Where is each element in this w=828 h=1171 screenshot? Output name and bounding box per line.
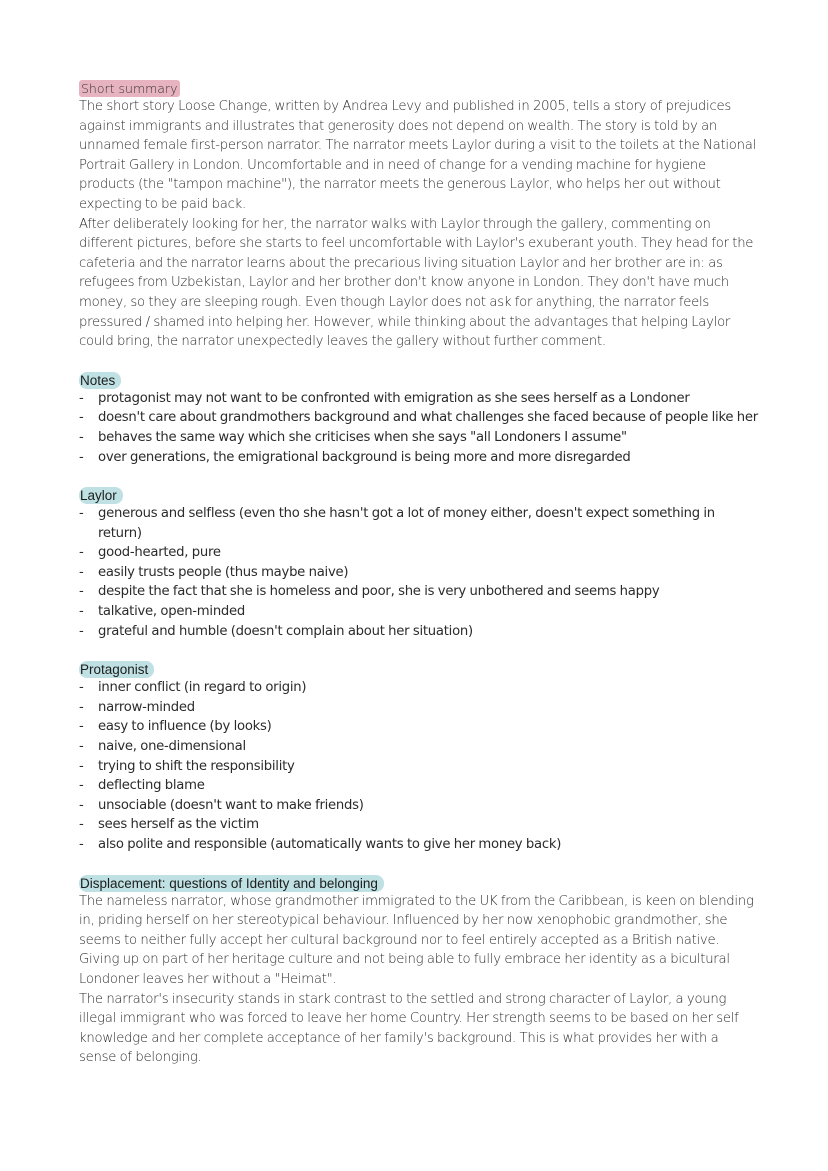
dash-icon: - — [79, 778, 84, 794]
dash-icon: - — [79, 449, 84, 465]
section-protagonist — [79, 659, 759, 854]
list-item — [79, 602, 759, 622]
list-item — [79, 543, 759, 563]
dash-icon: - — [79, 390, 84, 406]
dash-icon: - — [79, 797, 84, 813]
list-item — [79, 835, 759, 855]
summary-paragraph-1: The short story Loose Change, written by Andrea Levy and published in 2005, tells a story of prejudices against immigrants and illustrates that generosity does not depend on wealth. The story is told by an unnamed female first-person narrator. The narrator meets Laylor during a visit to the toilets at the National Portrait Gallery in London. Uncomfortable and in need of change for a vending machine for hygiene products (the "tampon machine"), the narrator meets the generous Laylor, who helps her out without expecting to be paid back. — [79, 99, 756, 212]
dash-icon: - — [79, 739, 84, 755]
dash-icon: - — [79, 584, 84, 600]
dash-icon: - — [79, 817, 84, 833]
list-item-text: over generations, the emigrational background is being more and more disregarded — [98, 449, 631, 465]
list-item-text: doesn't care about grandmothers background and what challenges she faced because of people like her — [98, 410, 758, 426]
section-notes — [79, 370, 759, 467]
protagonist-list — [79, 678, 759, 854]
dash-icon: - — [79, 758, 84, 774]
list-item — [79, 796, 759, 816]
list-item — [79, 582, 759, 602]
list-item — [79, 698, 759, 718]
list-item-text: unsociable (doesn't want to make friends) — [98, 797, 364, 813]
list-item — [79, 504, 759, 543]
list-item-text: easy to influence (by looks) — [98, 719, 272, 735]
list-item — [79, 563, 759, 583]
dash-icon: - — [79, 680, 84, 696]
list-item-text: inner conflict (in regard to origin) — [98, 680, 307, 696]
list-item — [79, 757, 759, 777]
list-item-text: behaves the same way which she criticises when she says "all Londoners I assume" — [98, 429, 627, 445]
dash-icon: - — [79, 837, 84, 852]
dash-icon: - — [79, 410, 84, 426]
list-item — [79, 448, 759, 468]
dash-icon: - — [79, 604, 84, 620]
dash-icon: - — [79, 719, 84, 735]
dash-icon: - — [79, 506, 84, 522]
section-short-summary — [79, 78, 759, 352]
list-item — [79, 737, 759, 757]
displacement-paragraph-2: The narrator's insecurity stands in stark contrast to the settled and strong character of Laylor, a young illegal immigrant who was forced to leave her home Country. Her strength seems to be based on her self knowledge and her complete acceptance of her family's background. This is what provides her with a sense of belonging. — [79, 991, 739, 1066]
notes-list — [79, 389, 759, 467]
dash-icon: - — [79, 564, 84, 580]
heading-notes: Notes — [79, 372, 121, 389]
list-item-text: naive, one-dimensional — [98, 739, 246, 755]
heading-short-summary: Short summary — [81, 81, 178, 96]
list-item — [79, 717, 759, 737]
section-displacement — [79, 873, 759, 1068]
dash-icon: - — [79, 429, 84, 445]
list-item-text: despite the fact that she is homeless and poor, she is very unbothered and seems happy — [98, 584, 660, 600]
list-item — [79, 815, 759, 835]
list-item-text: protagonist may not want to be confronted with emigration as she sees herself as a Londoner — [98, 390, 690, 406]
list-item-text: grateful and humble (doesn't complain about her situation) — [98, 623, 473, 639]
dash-icon: - — [79, 623, 84, 639]
list-item-text: trying to shift the responsibility — [98, 758, 295, 774]
list-item-text: narrow-minded — [98, 699, 195, 715]
list-item — [79, 678, 759, 698]
list-item-text: easily trusts people (thus maybe naive) — [98, 564, 349, 580]
list-item — [79, 408, 759, 428]
list-item-text: good-hearted, pure — [98, 545, 221, 561]
document-content — [79, 78, 759, 1068]
list-item-text: sees herself as the victim — [98, 817, 259, 833]
list-item-text: talkative, open-minded — [98, 604, 246, 620]
list-item — [79, 776, 759, 796]
dash-icon: - — [79, 545, 84, 561]
list-item-text: also polite and responsible (automatically wants to give her money back) — [98, 837, 562, 852]
dash-icon: - — [79, 699, 84, 715]
heading-protagonist: Protagonist — [79, 661, 154, 678]
summary-paragraph-2: After deliberately looking for her, the narrator walks with Laylor through the gallery, commenting on different pictures, before she starts to feel uncomfortable with Laylor's exuberant youth. They head for the cafeteria and the narrator learns about the precarious living situation Laylor and her brother are in: as refugees from Uzbekistan, Laylor and her brother don't know anyone in London. They don't have much money, so they are sleeping rough. Even though Laylor does not ask for anything, the narrator feels pressured / shamed into helping her. However, while thinking about the advantages that helping Laylor could bring, the narrator unexpectedly leaves the gallery without further comment. — [79, 216, 754, 350]
list-item — [79, 622, 759, 642]
displacement-paragraph-1: The nameless narrator, whose grandmother immigrated to the UK from the Caribbean, is keen on blending in, priding herself on her stereotypical behaviour. Influenced by her now xenophobic grandmother, she seems to neither fully accept her cultural background nor to feel entirely accepted as a British native. Giving up on part of her heritage culture and not being able to fully embrace her identity as a bicultural Londoner leaves her without a "Heimat". — [79, 893, 754, 987]
list-item — [79, 428, 759, 448]
list-item — [79, 389, 759, 409]
heading-displacement: Displacement: questions of Identity and belonging — [79, 875, 384, 892]
heading-laylor: Laylor — [79, 487, 123, 504]
laylor-list — [79, 504, 759, 641]
list-item-text: generous and selfless (even tho she hasn't got a lot of money either, doesn't expect something in return) — [98, 506, 715, 541]
list-item-text: deflecting blame — [98, 778, 205, 794]
section-laylor — [79, 485, 759, 641]
